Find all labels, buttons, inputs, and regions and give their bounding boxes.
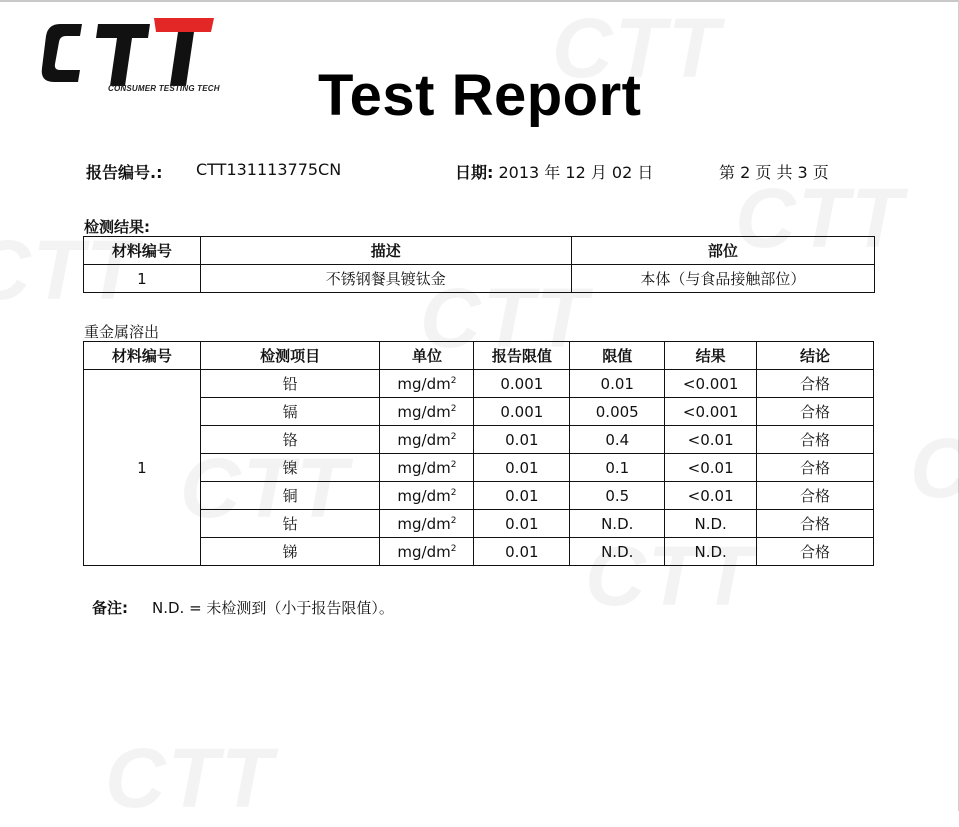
- column-header: 结论: [757, 342, 874, 370]
- watermark: [910, 420, 959, 517]
- cell-result: <0.01: [665, 454, 757, 482]
- cell-limit: 0.4: [570, 426, 665, 454]
- cell-conclusion: 合格: [757, 426, 874, 454]
- cell-report-limit: 0.01: [474, 426, 570, 454]
- report-number-label: 报告编号.:: [86, 163, 163, 182]
- cell-report-limit: 0.01: [474, 482, 570, 510]
- cell-result: <0.001: [665, 370, 757, 398]
- results-table: [83, 236, 875, 293]
- cell-location: 本体（与食品接触部位）: [571, 265, 874, 293]
- cell-unit: $mg/dm^2$: [380, 454, 474, 482]
- cell-unit: $mg/dm^2$: [380, 426, 474, 454]
- column-header: 报告限值: [474, 342, 570, 370]
- column-header: 结果: [665, 342, 757, 370]
- cell-conclusion: 合格: [757, 538, 874, 566]
- column-header: 部位: [571, 237, 874, 265]
- cell-unit: $mg/dm^2$: [380, 398, 474, 426]
- cell-description: 不锈钢餐具镀钛金: [200, 265, 571, 293]
- watermark: [105, 730, 274, 827]
- cell-item: 镉: [200, 398, 380, 426]
- table-row: [84, 538, 874, 566]
- table-row: [84, 398, 874, 426]
- cell-limit: 0.005: [570, 398, 665, 426]
- logo-tagline: CONSUMER TESTING TECH: [108, 84, 220, 93]
- cell-conclusion: 合格: [757, 398, 874, 426]
- cell-limit: N.D.: [570, 538, 665, 566]
- results-label: 检测结果:: [84, 218, 150, 236]
- cell-result: N.D.: [665, 538, 757, 566]
- table-row: [84, 370, 874, 398]
- table-row: [84, 265, 875, 293]
- table-header-row: [84, 342, 874, 370]
- cell-conclusion: 合格: [757, 482, 874, 510]
- table-row: [84, 426, 874, 454]
- cell-conclusion: 合格: [757, 454, 874, 482]
- cell-limit: 0.01: [570, 370, 665, 398]
- cell-limit: N.D.: [570, 510, 665, 538]
- cell-report-limit: 0.01: [474, 538, 570, 566]
- cell-limit: 0.5: [570, 482, 665, 510]
- table-row: [84, 510, 874, 538]
- page-title: Test Report: [318, 63, 642, 128]
- report-date: [455, 160, 653, 183]
- cell-report-limit: 0.01: [474, 454, 570, 482]
- date-value: 2013 年 12 月 02 日: [498, 163, 654, 182]
- cell-result: N.D.: [665, 510, 757, 538]
- cell-unit: $mg/dm^2$: [380, 482, 474, 510]
- cell-material-no: 1: [84, 370, 201, 566]
- page-number: 第 2 页 共 3 页: [719, 163, 829, 182]
- cell-item: 铅: [200, 370, 380, 398]
- cell-item: 镍: [200, 454, 380, 482]
- note-label: 备注:: [92, 599, 128, 617]
- table-row: [84, 482, 874, 510]
- table-header-row: [84, 237, 875, 265]
- column-header: 材料编号: [84, 342, 201, 370]
- column-header: 单位: [380, 342, 474, 370]
- heavy-metals-table: [83, 341, 874, 566]
- column-header: 检测项目: [200, 342, 380, 370]
- cell-unit: $mg/dm^2$: [380, 370, 474, 398]
- cell-material-no: 1: [84, 265, 201, 293]
- heavy-metals-label: 重金属溶出: [84, 323, 160, 341]
- column-header: 材料编号: [84, 237, 201, 265]
- column-header: 限值: [570, 342, 665, 370]
- cell-conclusion: 合格: [757, 510, 874, 538]
- note-text: N.D. = 未检测到（小于报告限值）。: [152, 599, 394, 617]
- cell-conclusion: 合格: [757, 370, 874, 398]
- cell-item: 钴: [200, 510, 380, 538]
- cell-item: 锑: [200, 538, 380, 566]
- date-label: 日期:: [455, 163, 494, 182]
- footnote: [92, 597, 394, 618]
- cell-item: 铜: [200, 482, 380, 510]
- table-row: [84, 454, 874, 482]
- cell-result: <0.01: [665, 482, 757, 510]
- cell-limit: 0.1: [570, 454, 665, 482]
- cell-unit: $mg/dm^2$: [380, 538, 474, 566]
- top-border: [0, 0, 959, 2]
- report-number: CTT131113775CN: [196, 160, 342, 179]
- cell-report-limit: 0.01: [474, 510, 570, 538]
- cell-result: <0.001: [665, 398, 757, 426]
- cell-item: 铬: [200, 426, 380, 454]
- cell-result: <0.01: [665, 426, 757, 454]
- cell-report-limit: 0.001: [474, 398, 570, 426]
- column-header: 描述: [200, 237, 571, 265]
- cell-unit: $mg/dm^2$: [380, 510, 474, 538]
- cell-report-limit: 0.001: [474, 370, 570, 398]
